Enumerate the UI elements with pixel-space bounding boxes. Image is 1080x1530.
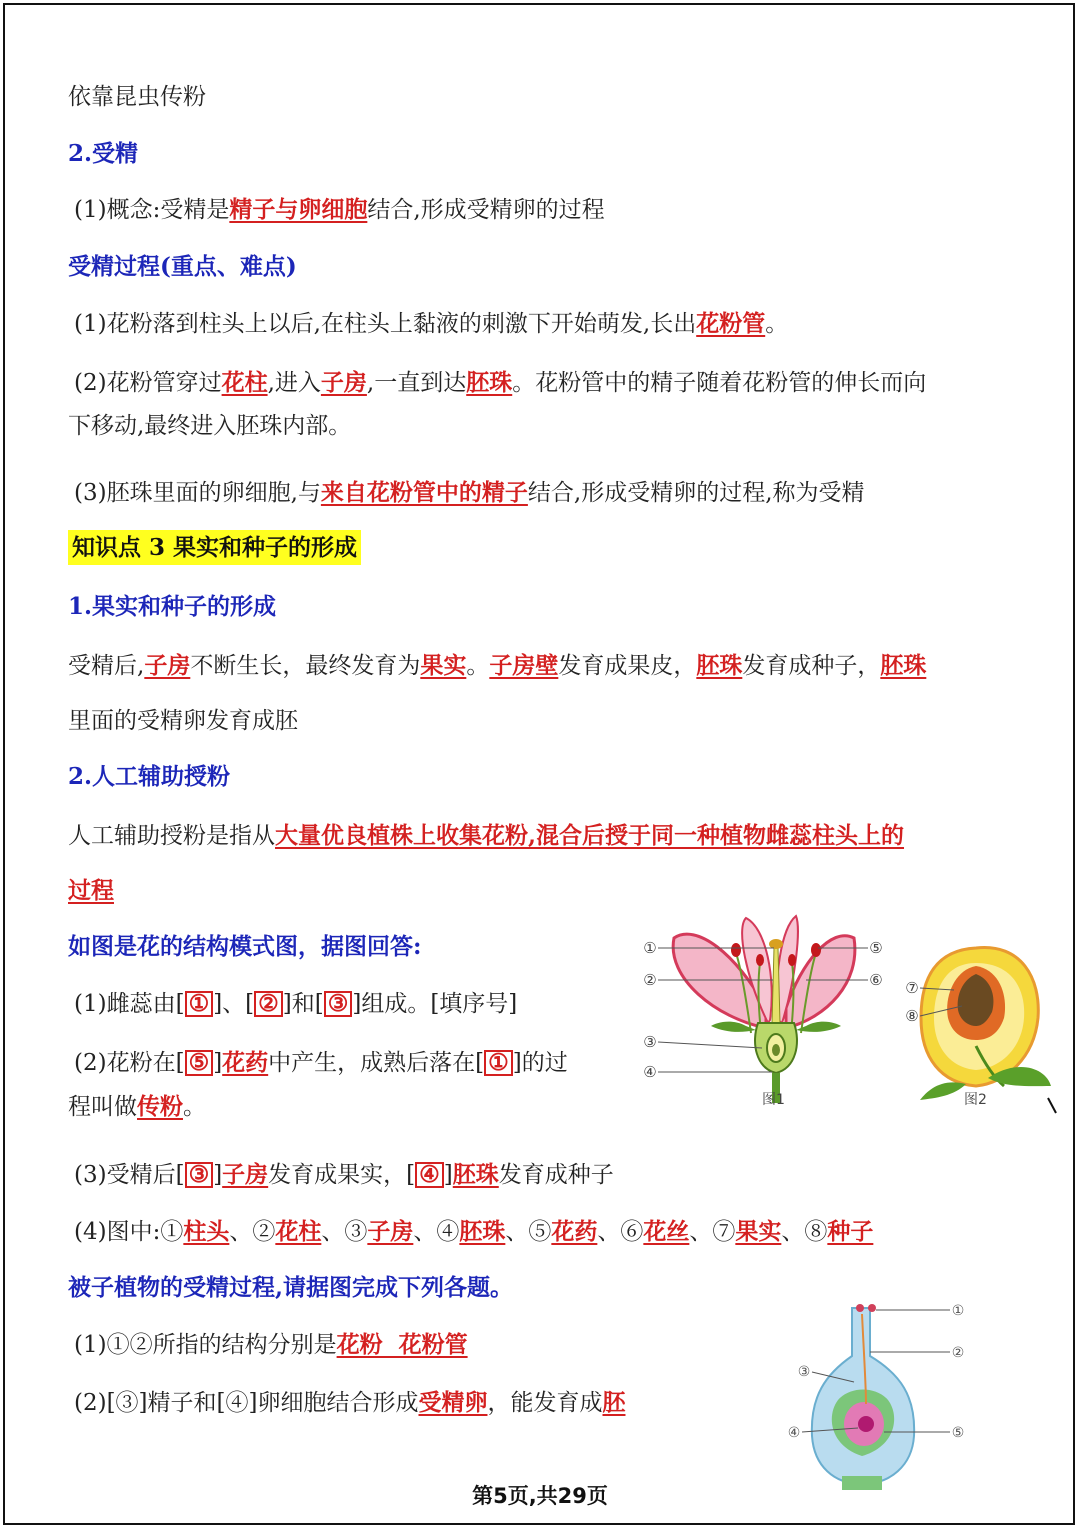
fig1-label: ① (643, 939, 657, 957)
process-step-2-cont: 下移动,最终进入胚珠内部。 (68, 413, 352, 439)
question-1 (74, 989, 517, 1019)
text: (3)受精后[ (74, 1162, 185, 1188)
item-answer: 子房 (367, 1218, 414, 1245)
separator: 、 (229, 1219, 253, 1245)
fig3-label: ② (951, 1345, 965, 1361)
item-number: ② (252, 1219, 276, 1245)
boxed-answer: ③ (185, 1162, 214, 1188)
boxed-answer: ① (484, 1050, 513, 1076)
item-number: ⑥ (620, 1219, 644, 1245)
process-step-3 (74, 478, 865, 508)
fig2-label: ⑧ (905, 1007, 919, 1025)
text: 发育成种子， (742, 653, 881, 679)
pistil-diagram (780, 1296, 980, 1496)
item-answer: 胚珠 (459, 1218, 506, 1245)
text: (1)①②所指的结构分别是 (74, 1332, 337, 1358)
answer-1 (74, 1330, 468, 1360)
question-angiosperm: 被子植物的受精过程,请据图完成下列各题。 (68, 1274, 514, 1301)
text: (2)花粉管穿过 (74, 370, 222, 396)
text: (2)[③]精子和[④]卵细胞结合形成 (74, 1390, 419, 1416)
boxed-answer: ② (254, 991, 283, 1017)
fig2-label: ⑦ (905, 979, 919, 997)
text: 。花粉管中的精子随着花粉管的伸长而向 (512, 370, 927, 396)
fig1-label: ⑤ (869, 939, 883, 957)
text: ] (443, 1162, 453, 1188)
text: (2)花粉在[ (74, 1050, 185, 1076)
separator: 、 (597, 1219, 621, 1245)
text: 中产生，成熟后落在[ (268, 1050, 485, 1076)
separator: 、 (781, 1219, 805, 1245)
pollination-line-cont (68, 876, 114, 906)
answer: 果实 (420, 652, 467, 679)
fig3-label: ③ (797, 1364, 811, 1380)
item-number: ④ (436, 1219, 460, 1245)
separator: 、 (413, 1219, 437, 1245)
question-2-cont (68, 1092, 206, 1122)
pollination-line (68, 821, 904, 851)
answer: 花粉管 (696, 310, 766, 337)
answer: 受精卵 (418, 1389, 488, 1416)
text: (1)概念:受精是 (74, 197, 230, 223)
text: 受精后, (68, 653, 145, 679)
fig1-caption: 图1 (762, 1092, 785, 1108)
answer: 子房 (320, 369, 367, 396)
item-answer: 柱头 (183, 1218, 230, 1245)
item-answer: 种子 (827, 1218, 874, 1245)
text: (1)花粉落到柱头上以后,在柱头上黏液的刺激下开始萌发,长出 (74, 311, 697, 337)
item-answer: 花丝 (643, 1218, 690, 1245)
flower-diagram (636, 908, 1066, 1118)
text: 发育成种子 (498, 1162, 614, 1188)
answer: 胚珠 (880, 652, 927, 679)
separator: 、 (321, 1219, 345, 1245)
text: ]和[ (282, 991, 324, 1017)
answer: 胚珠 (696, 652, 743, 679)
text: 人工辅助授粉是指从 (68, 823, 275, 849)
text: 。 (466, 653, 490, 679)
answer-2 (74, 1388, 625, 1418)
answer: 来自花粉管中的精子 (320, 479, 528, 506)
text: (3)胚珠里面的卵细胞,与 (74, 480, 321, 506)
answer: 胚 (602, 1389, 626, 1416)
fig2-caption: 图2 (964, 1092, 987, 1108)
page-number: 第5页,共29页 (472, 1484, 608, 1508)
text: 结合,形成受精卵的过程,称为受精 (527, 480, 865, 506)
text: ,进入 (267, 370, 321, 396)
text: ]组成。[填序号] (352, 991, 518, 1017)
q4-items (160, 1219, 873, 1245)
boxed-answer: ① (185, 991, 214, 1017)
fig1-label: ④ (643, 1063, 657, 1081)
text: ,一直到达 (366, 370, 467, 396)
text-line: 依靠昆虫传粉 (68, 84, 206, 110)
knowledge-point-3 (68, 533, 361, 563)
question-flower: 如图是花的结构模式图，据图回答: (68, 933, 422, 960)
fig1-label: ② (643, 971, 657, 989)
boxed-answer: ⑤ (185, 1050, 214, 1076)
answer: 子房壁 (489, 652, 559, 679)
text: ] (213, 1050, 223, 1076)
answer: 花柱 (221, 369, 268, 396)
heading-fruit: 1.果实和种子的形成 (68, 593, 277, 620)
text: 。 (765, 311, 789, 337)
answer: 精子与卵细胞 (229, 196, 368, 223)
item-answer: 花药 (551, 1218, 598, 1245)
question-4 (74, 1217, 873, 1247)
text: 结合,形成受精卵的过程 (367, 197, 605, 223)
heading-fertilization: 2.受精 (68, 140, 139, 167)
process-step-1 (74, 309, 788, 339)
answer: 花粉 花粉管 (336, 1331, 468, 1358)
item-number: ⑧ (804, 1219, 828, 1245)
text: (1)雌蕊由[ (74, 991, 185, 1017)
item-number: ⑤ (528, 1219, 552, 1245)
item-number: ⑦ (712, 1219, 736, 1245)
boxed-answer: ④ (415, 1162, 444, 1188)
item-answer: 果实 (735, 1218, 782, 1245)
answer: 传粉 (137, 1093, 183, 1120)
concept-line (74, 195, 605, 225)
fruit-line (68, 651, 926, 681)
fruit-line-cont: 里面的受精卵发育成胚 (68, 708, 298, 734)
fig1-label: ⑥ (869, 971, 883, 989)
text: (4)图中: (74, 1219, 161, 1245)
text: ]的过 (512, 1050, 568, 1076)
text: ] (213, 1162, 223, 1188)
separator: 、 (505, 1219, 529, 1245)
answer: 子房 (144, 652, 191, 679)
question-2 (74, 1048, 568, 1078)
question-3 (74, 1160, 614, 1190)
answer: 大量优良植株上收集花粉,混合后授于同一种植物雌蕊柱头上的 (275, 822, 905, 849)
process-step-2 (74, 368, 926, 398)
text: ，能发育成 (487, 1390, 603, 1416)
heading-process: 受精过程(重点、难点) (68, 253, 297, 280)
item-number: ③ (344, 1219, 368, 1245)
answer: 过程 (68, 877, 114, 904)
answer: 花药 (222, 1049, 269, 1076)
fig1-label: ③ (643, 1033, 657, 1051)
answer: 胚珠 (452, 1161, 499, 1188)
item-number: ① (160, 1219, 184, 1245)
answer: 胚珠 (466, 369, 513, 396)
heading-pollination: 2.人工辅助授粉 (68, 763, 231, 790)
fig3-label: ① (951, 1303, 965, 1319)
fig3-label: ⑤ (951, 1425, 965, 1441)
text: ]、[ (213, 991, 255, 1017)
item-answer: 花柱 (275, 1218, 322, 1245)
highlight-title: 知识点 3 果实和种子的形成 (68, 530, 361, 565)
text: 不断生长，最终发育为 (190, 653, 421, 679)
answer: 子房 (222, 1161, 269, 1188)
text: 发育成果皮， (558, 653, 697, 679)
boxed-answer: ③ (324, 991, 353, 1017)
text: 发育成果实，[ (268, 1162, 416, 1188)
fig3-label: ④ (787, 1425, 801, 1441)
text: 程叫做 (68, 1094, 137, 1120)
separator: 、 (689, 1219, 713, 1245)
text: 。 (183, 1094, 206, 1120)
